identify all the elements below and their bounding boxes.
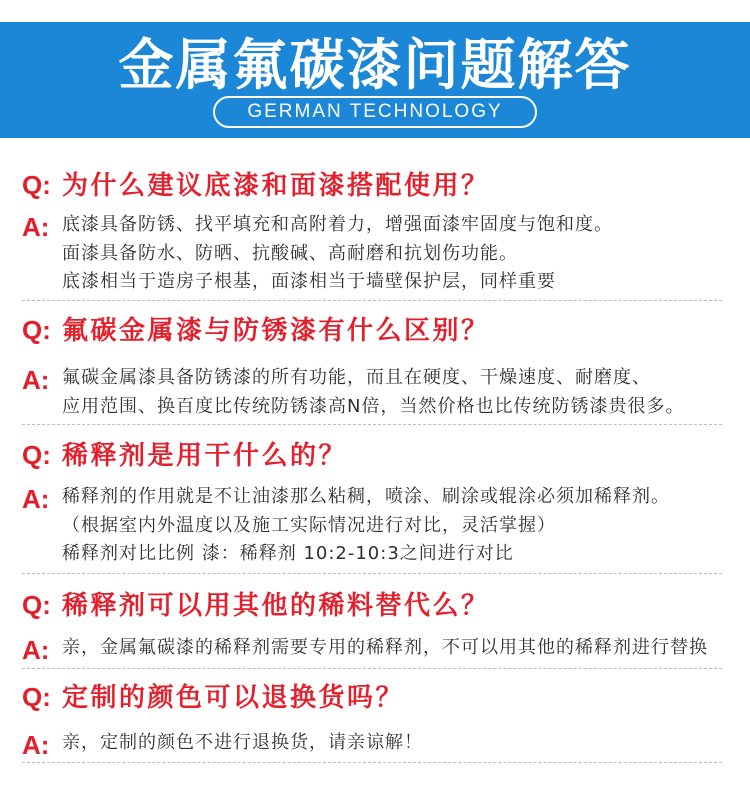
answer-label: A:: [22, 730, 50, 760]
subtitle-pill: [213, 96, 537, 128]
question-label: Q:: [22, 170, 51, 200]
answer-line: 氟碳金属漆具备防锈漆的所有功能，而且在硬度、干燥速度、耐磨度、: [62, 367, 651, 388]
question-text: 氟碳金属漆与防锈漆有什么区别？: [62, 316, 490, 346]
question-text: 稀释剂可以用其他的稀料替代么？: [62, 591, 490, 621]
faq-question: [22, 168, 490, 202]
answer-line: 稀释剂对比比例 漆：稀释剂 10:2-10:3之间进行对比: [62, 543, 514, 564]
faq-question: [22, 680, 404, 714]
answer-text: [62, 729, 423, 758]
header-banner: [0, 22, 750, 138]
answer-line: 底漆相当于造房子根基，面漆相当于墙壁保护层，同样重要: [62, 271, 556, 292]
answer-line: 应用范围、换百度比传统防锈漆高N倍，当然价格也比传统防锈漆贵很多。: [62, 395, 685, 417]
divider: [22, 424, 722, 425]
question-text: 定制的颜色可以退换货吗？: [62, 683, 405, 713]
faq-question: [22, 313, 490, 347]
answer-text: [62, 364, 684, 421]
question-label: Q:: [22, 590, 51, 620]
answer-label: A:: [22, 365, 50, 395]
question-label: Q:: [22, 682, 51, 712]
question-label: Q:: [22, 440, 51, 470]
answer-label: A:: [22, 212, 50, 242]
answer-text: [62, 634, 708, 663]
answer-label: A:: [22, 484, 50, 514]
answer-line: （根据室内外温度以及施工实际情况进行对比，灵活掌握）: [62, 514, 556, 536]
answer-label: A:: [22, 635, 50, 665]
page-title: 金属氟碳漆问题解答: [118, 33, 632, 97]
divider: [22, 668, 722, 669]
question-text: 为什么建议底漆和面漆搭配使用？: [62, 171, 490, 201]
answer-line: 亲，金属氟碳漆的稀释剂需要专用的稀释剂，不可以用其他的稀释剂进行替换: [62, 637, 708, 658]
answer-line: 底漆具备防锈、找平填充和高附着力，增强面漆牢固度与饱和度。: [62, 214, 613, 235]
faq-question: [22, 438, 347, 472]
answer-line: 亲，定制的颜色不进行退换货，请亲谅解！: [62, 732, 423, 753]
answer-line: 稀释剂的作用就是不让油漆那么粘稠，喷涂、刷涂或辊涂必须加稀释剂。: [62, 486, 670, 507]
answer-line: 面漆具备防水、防晒、抗酸碱、高耐磨和抗划伤功能。: [62, 242, 518, 264]
question-label: Q:: [22, 315, 51, 345]
question-text: 稀释剂是用干什么的？: [62, 441, 348, 471]
answer-text: [62, 211, 613, 297]
subtitle-text: GERMAN TECHNOLOGY: [247, 101, 503, 122]
divider: [22, 573, 722, 574]
divider: [22, 762, 722, 763]
divider: [22, 300, 722, 301]
faq-question: [22, 588, 490, 622]
answer-text: [62, 483, 670, 569]
